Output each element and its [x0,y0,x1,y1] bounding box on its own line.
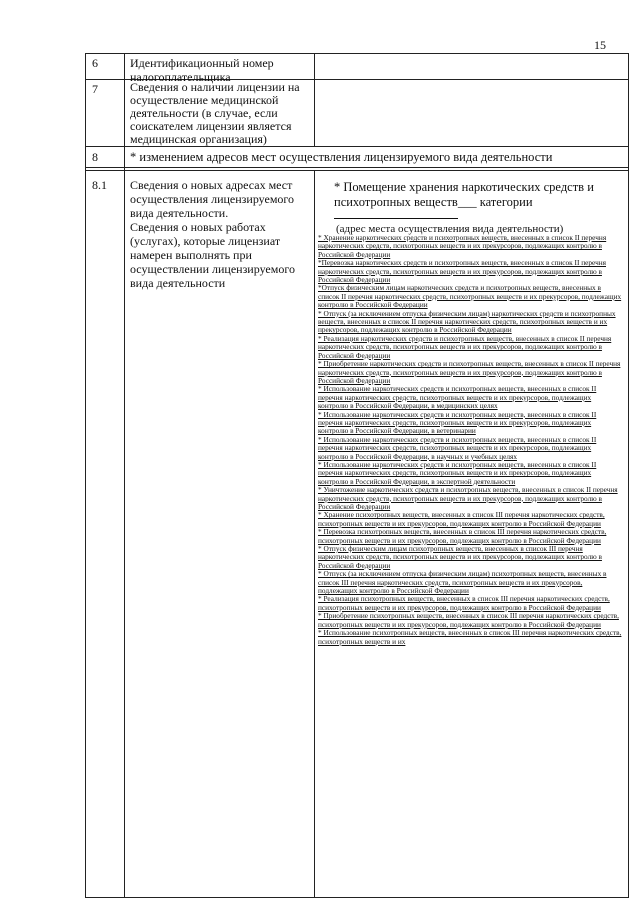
row-divider [85,170,629,171]
list-item: * Уничтожение наркотических средств и психотропных веществ, внесенных в список II перечня наркотических средств, психотропных веществ и их прекурсоров, подлежащих контролю в Российской Федерации [318,485,618,511]
section-heading: * Помещение хранения наркотических средств и психотропных веществ___ категории [334,180,594,209]
page-number: 15 [594,38,606,52]
list-item: * Хранение психотропных веществ, внесенных в список III перечня наркотических средств, психотропных веществ и их прекурсоров, подлежащих контролю в Российской Федерации [318,510,605,528]
list-item: * Реализация психотропных веществ, внесенных в список III перечня наркотических средств, психотропных веществ и их прекурсоров, подлежащих контролю в Российской Федерации [318,594,610,612]
list-item: * Отпуск физическим лицам психотропных веществ, внесенных в список III перечня наркотических средств, психотропных веществ и их прекурсоров, подлежащих контролю в Российской Федерации [318,544,602,570]
row-divider [85,167,629,168]
list-item: * Использование наркотических средств и психотропных веществ, внесенных в список II перечня наркотических средств, психотропных веществ и их прекурсоров, подлежащих контролю в Российской Федерации, в медицинских целях [318,384,597,411]
activity-list [318,234,622,646]
list-item: * Приобретение психотропных веществ, внесенных в список III перечня наркотических средств, психотропных веществ и их прекурсоров, подлежащих контролю в Российской Федерации [318,611,619,629]
list-item: * Приобретение наркотических средств и психотропных веществ, внесенных в список II перечня наркотических средств, психотропных веществ и их прекурсоров, подлежащих контролю в Российской Федерации [318,359,621,385]
row-number: 8 [92,150,98,164]
list-item: * Использование наркотических средств и психотропных веществ, внесенных в список II перечня наркотических средств, психотропных веществ и их прекурсоров, подлежащих контролю в Российской Федерации, в экспертной деятельности [318,459,597,486]
row-label: Сведения о новых работах (услугах), которые лицензиат намерен выполнять при осуществлении лицензируемого вида деятельности [130,220,295,290]
row-divider [85,146,629,147]
list-item: * Отпуск (за исключением отпуска физическим лицам) психотропных веществ, внесенных в список III перечня наркотических средств, психотропных веществ и их прекурсоров, подлежащих контролю в Российской Федерации [318,569,607,596]
list-item: * Использование психотропных веществ, внесенных в список III перечня наркотических средств, психотропных веществ и их [318,628,622,646]
column-divider [314,53,315,147]
row-number: 6 [92,56,98,70]
column-divider [314,170,315,898]
list-item: *Перевозка наркотических средств и психотропных веществ, внесенных в список II перечня наркотических средств, психотропных веществ и их прекурсоров, подлежащих контролю в Российской Федерации [318,258,606,285]
list-item: * Хранение наркотических средств и психотропных веществ, внесенных в список II перечня наркотических средств, психотропных веществ и их прекурсоров, подлежащих контролю в Российской Федерации [318,233,607,259]
list-item: * Отпуск (за исключением отпуска физическим лицам) наркотических средств и психотропных веществ, внесенных в список II перечня наркотических средств, психотропных веществ и их прекурсоров, подлежащих контролю в Российской Федерации [318,308,616,335]
list-item: * Реализация наркотических средств и психотропных веществ, внесенных в список II перечня наркотических средств, психотропных веществ и их прекурсоров, подлежащих контролю в Российской Федерации [318,333,612,360]
row-label: Сведения о новых адресах мест осуществления лицензируемого вида деятельности. [130,178,295,220]
list-item: *Отпуск физическим лицам наркотических средств и психотропных веществ, внесенных в список II перечня наркотических средств, психотропных веществ и их прекурсоров, подлежащих контролю в Российской Федерации [318,283,622,310]
address-note: (адрес места осуществления вида деятельности) [336,223,564,235]
address-blank-line [334,218,458,219]
list-item: * Использование наркотических средств и психотропных веществ, внесенных в список II перечня наркотических средств, психотропных веществ и их прекурсоров, подлежащих контролю в Российской Федерации, в научных и учебных целях [318,434,597,461]
row-label: Сведения о наличии лицензии на осуществление медицинской деятельности (в случае, если соискателем лицензии является медицинская организация) [130,80,300,146]
row-label: Идентификационный номер налогоплательщика [130,56,274,84]
column-divider [124,53,125,898]
row-number: 8.1 [92,178,107,192]
list-item: * Использование наркотических средств и психотропных веществ, внесенных в список II перечня наркотических средств, психотропных веществ и их прекурсоров, подлежащих контролю в Российской Федерации, в ветеринарии [318,409,597,436]
row-label: * изменением адресов мест осуществления лицензируемого вида деятельности [130,150,553,164]
row-number: 7 [92,82,98,96]
list-item: * Перевозка психотропных веществ, внесенных в список III перечня наркотических средств, психотропных веществ и их прекурсоров, подлежащих контролю в Российской Федерации [318,527,607,545]
